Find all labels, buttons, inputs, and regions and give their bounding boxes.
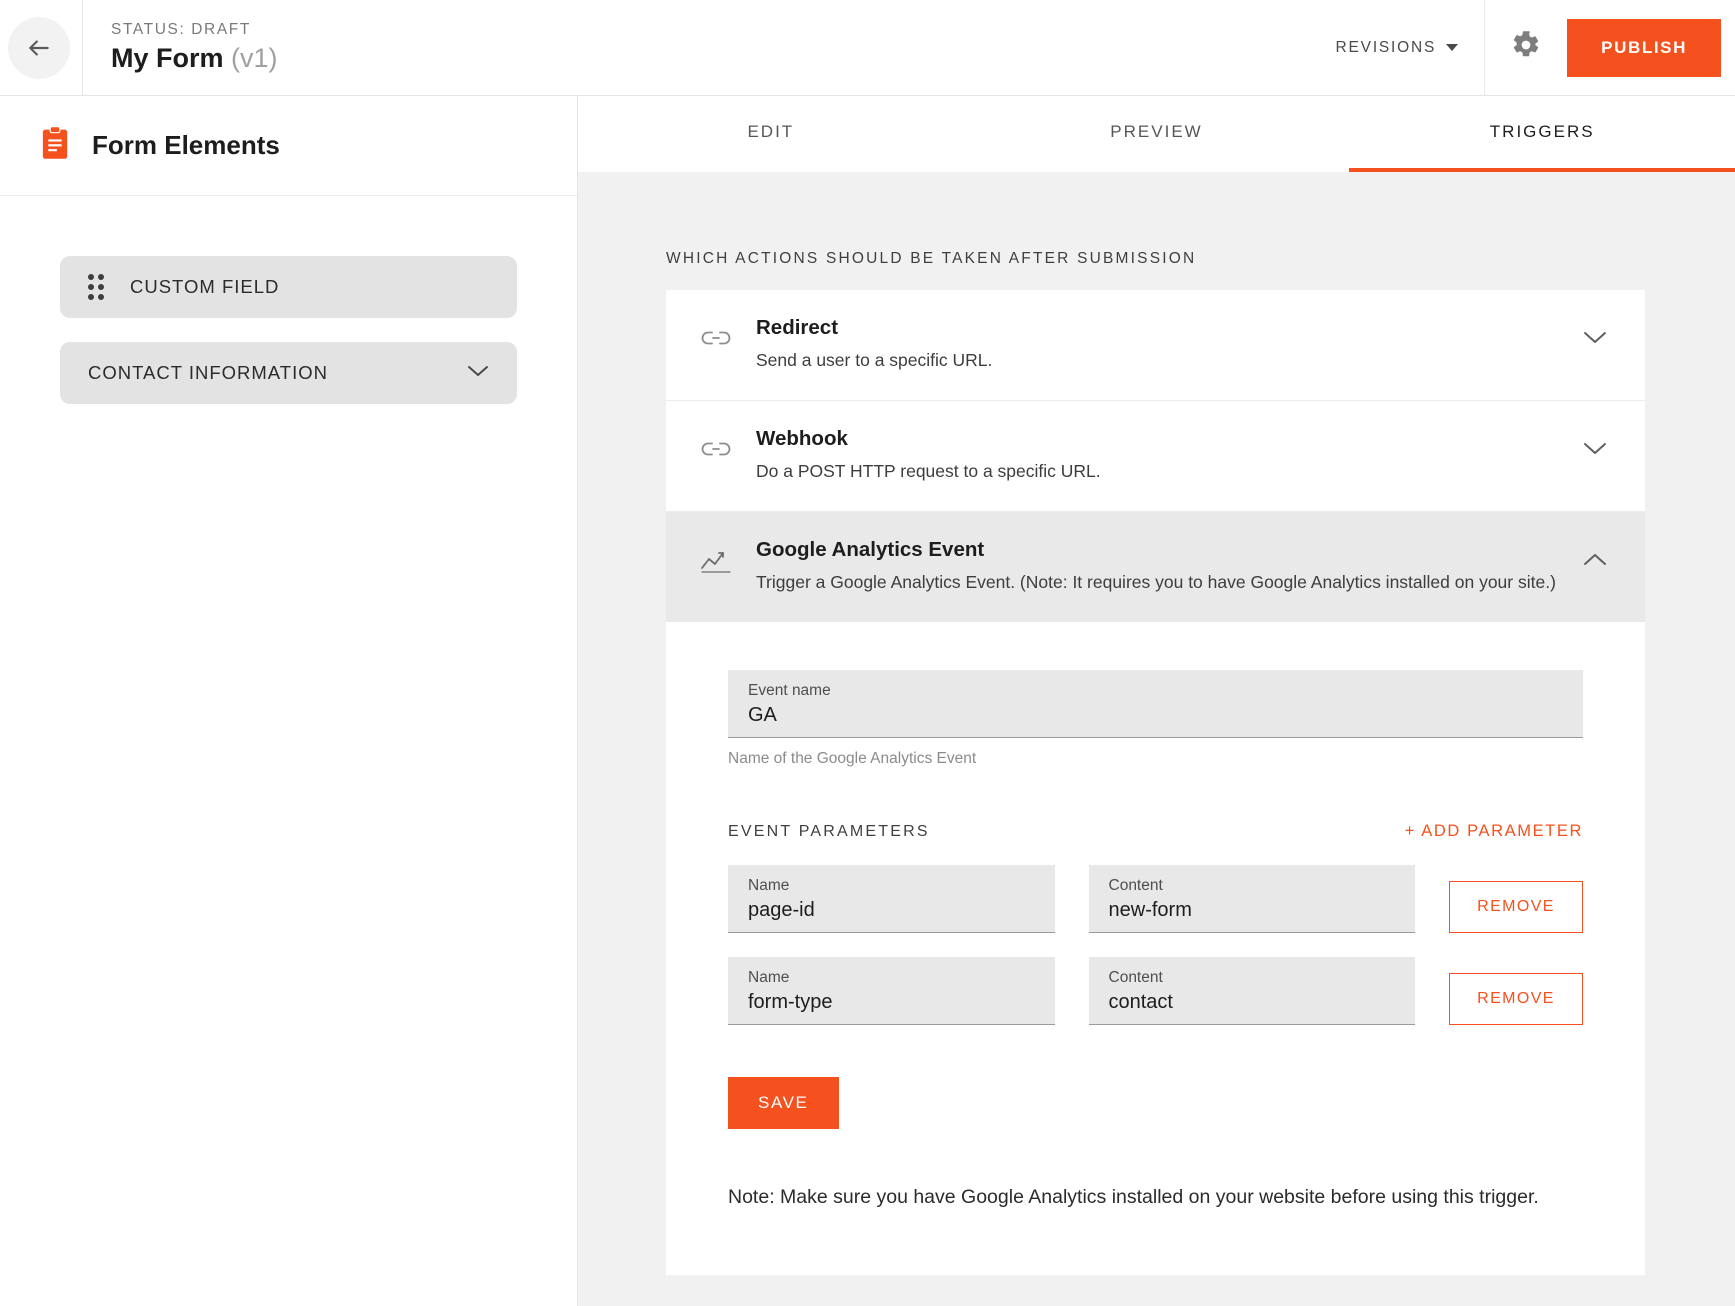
- arrow-left-icon: [26, 35, 52, 61]
- trigger-row-google-analytics-event[interactable]: [666, 512, 1645, 622]
- event-parameters-header: [728, 822, 1583, 841]
- form-status: STATUS: DRAFT: [111, 21, 251, 38]
- parameter-content-field[interactable]: [1089, 865, 1416, 933]
- event-parameters-title: EVENT PARAMETERS: [728, 822, 930, 840]
- chevron-up-icon[interactable]: [1575, 538, 1615, 567]
- link-icon: [700, 316, 756, 348]
- parameter-name-field[interactable]: [728, 957, 1055, 1025]
- gear-icon: [1511, 30, 1541, 65]
- chevron-down-icon: [1446, 44, 1458, 51]
- parameter-content-field[interactable]: [1089, 957, 1416, 1025]
- trigger-title: Webhook: [756, 427, 848, 451]
- revisions-dropdown[interactable]: [1336, 39, 1485, 57]
- chevron-down-icon[interactable]: [467, 364, 489, 383]
- trigger-row-webhook[interactable]: [666, 401, 1645, 512]
- link-icon: [700, 427, 756, 459]
- settings-button[interactable]: [1485, 0, 1567, 96]
- parameter-content-value: contact: [1108, 991, 1173, 1014]
- form-element-label: CUSTOM FIELD: [130, 276, 280, 297]
- tab-edit[interactable]: EDIT: [747, 122, 795, 141]
- parameter-name-value: form-type: [748, 991, 833, 1014]
- trigger-description: Do a POST HTTP request to a specific URL.: [756, 461, 1101, 482]
- add-parameter-button[interactable]: + ADD PARAMETER: [1404, 822, 1583, 841]
- revisions-label: REVISIONS: [1335, 38, 1437, 56]
- trigger-text: [756, 427, 1575, 485]
- main-body: [0, 96, 1735, 1306]
- form-element-custom-field[interactable]: [60, 256, 517, 318]
- parameter-row: [728, 865, 1583, 933]
- page-title: [111, 43, 278, 74]
- chevron-down-icon[interactable]: [1575, 427, 1615, 456]
- triggers-panel: [578, 96, 1735, 1306]
- drag-handle-icon[interactable]: [88, 274, 104, 300]
- trigger-cards: [666, 290, 1645, 1275]
- trigger-text: [756, 316, 1575, 374]
- trigger-row-redirect[interactable]: [666, 290, 1645, 401]
- trigger-title: Google Analytics Event: [756, 538, 985, 562]
- parameter-name-value: page-id: [748, 899, 815, 922]
- tab-triggers[interactable]: TRIGGERS: [1349, 96, 1735, 172]
- parameter-content-value: new-form: [1108, 899, 1192, 922]
- form-elements-panel: [0, 96, 578, 1306]
- save-button[interactable]: SAVE: [728, 1077, 839, 1129]
- parameter-row: [728, 957, 1583, 1025]
- parameter-content-label: Content: [1108, 877, 1163, 895]
- form-elements-list: [0, 196, 577, 404]
- form-name: My Form: [111, 43, 224, 73]
- topbar-actions: [1336, 0, 1735, 96]
- form-element-contact-information[interactable]: [60, 342, 517, 404]
- trigger-description: Send a user to a specific URL.: [756, 350, 993, 370]
- form-element-label: CONTACT INFORMATION: [88, 362, 328, 383]
- event-name-value: GA: [748, 704, 777, 727]
- event-name-field[interactable]: [728, 670, 1583, 738]
- form-elements-header: [0, 96, 577, 196]
- tab-bar: [578, 96, 1735, 172]
- trigger-note: Note: Make sure you have Google Analytics installed on your website before using this trigger.: [728, 1186, 1539, 1209]
- section-label: WHICH ACTIONS SHOULD BE TAKEN AFTER SUBMISSION: [666, 250, 1197, 267]
- remove-parameter-button[interactable]: REMOVE: [1449, 881, 1583, 933]
- parameter-content-label: Content: [1108, 969, 1163, 987]
- form-version: (v1): [231, 43, 278, 73]
- clipboard-icon: [40, 126, 70, 165]
- top-bar: [0, 0, 1735, 96]
- chevron-down-icon[interactable]: [1575, 316, 1615, 345]
- event-name-label: Event name: [748, 682, 831, 700]
- tab-preview[interactable]: PREVIEW: [1110, 122, 1203, 141]
- form-elements-title: Form Elements: [92, 130, 280, 160]
- parameter-name-label: Name: [748, 969, 790, 987]
- topbar-divider-left: [82, 0, 83, 96]
- google-analytics-settings: [666, 622, 1645, 1274]
- analytics-chart-icon: [700, 538, 756, 574]
- trigger-text: [756, 538, 1575, 596]
- parameter-name-field[interactable]: [728, 865, 1055, 933]
- trigger-description: Trigger a Google Analytics Event. (Note: It requires you to have Google Analytics installed on your site.): [756, 572, 1556, 593]
- remove-parameter-button[interactable]: REMOVE: [1449, 973, 1583, 1025]
- publish-button[interactable]: PUBLISH: [1567, 19, 1721, 77]
- trigger-title: Redirect: [756, 316, 839, 339]
- form-title-block: [111, 21, 278, 74]
- back-button[interactable]: [8, 17, 70, 79]
- parameter-name-label: Name: [748, 877, 790, 895]
- triggers-content: [578, 172, 1735, 1306]
- event-name-help: Name of the Google Analytics Event: [728, 750, 977, 768]
